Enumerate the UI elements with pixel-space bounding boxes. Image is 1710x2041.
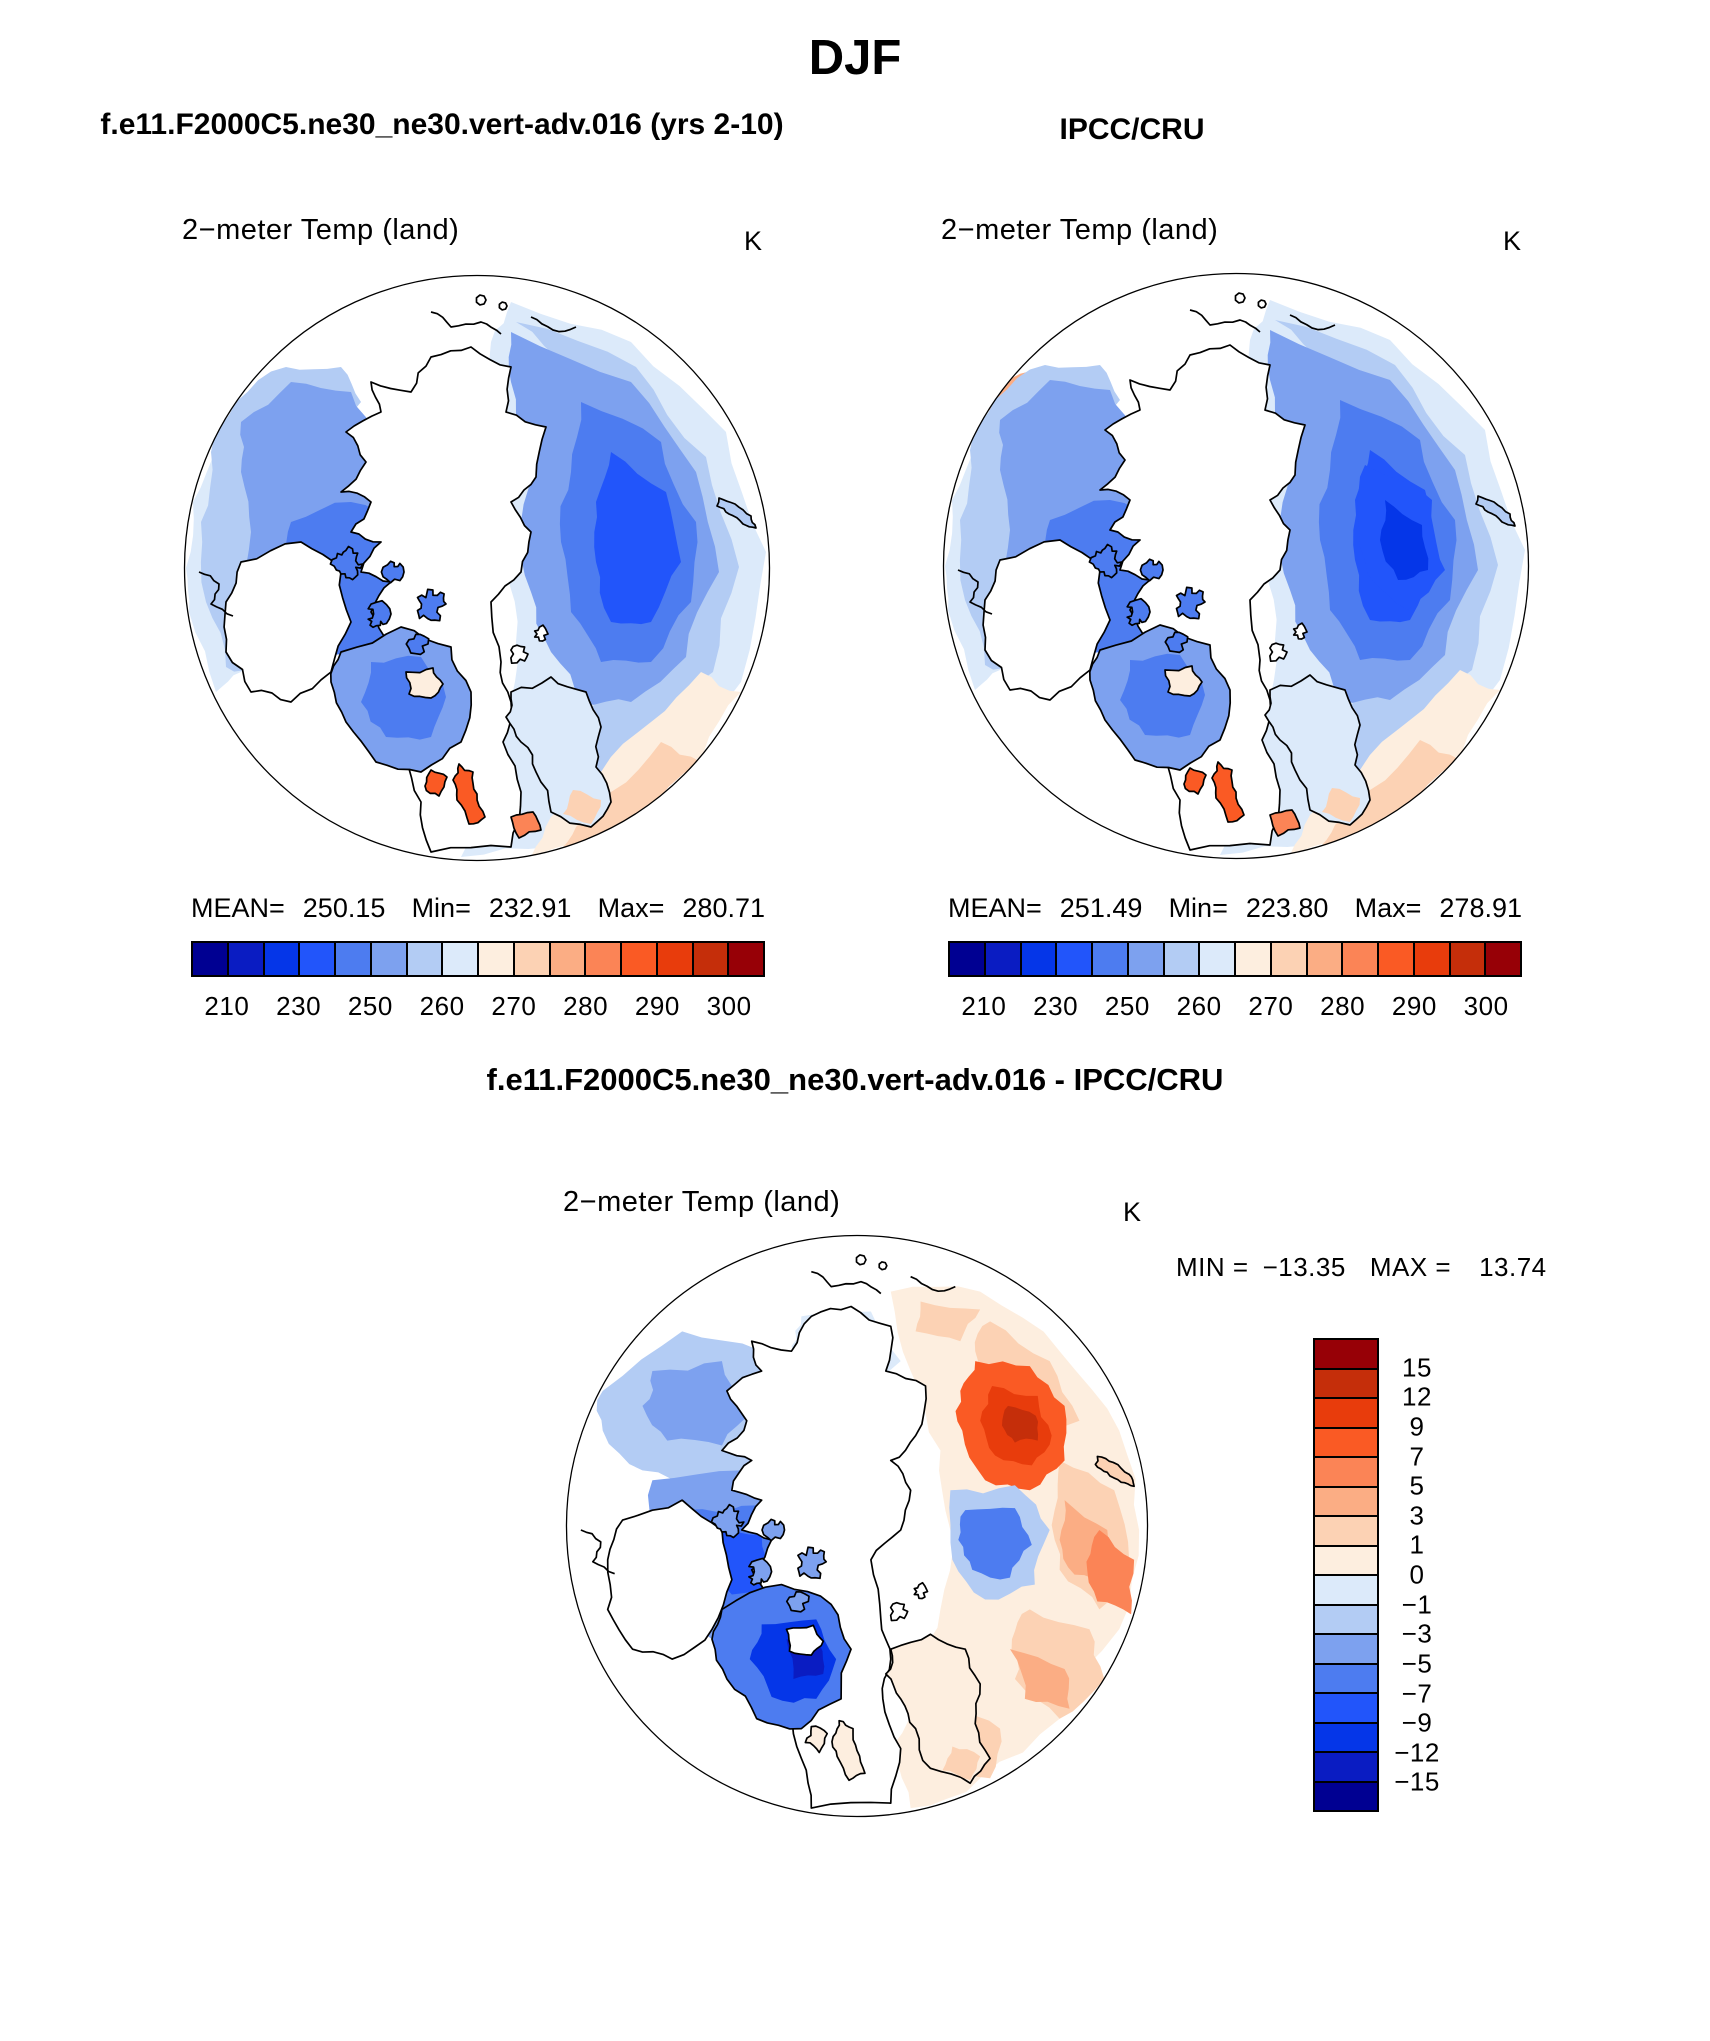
colorbar-tick-label: −5 [1401, 1648, 1433, 1679]
map-region [499, 302, 507, 310]
diff-colorbar-ticks [1379, 1338, 1459, 1812]
model-stats-row [191, 893, 765, 924]
obs-min-value: 223.80 [1245, 893, 1329, 923]
colorbar-cell [692, 943, 728, 975]
diff-min-label: MIN = [1176, 1252, 1249, 1282]
colorbar-tick-label: −9 [1401, 1707, 1433, 1738]
colorbar-cell [549, 943, 585, 975]
colorbar-cell [1341, 943, 1377, 975]
map-region [1236, 293, 1246, 303]
colorbar-cell [1315, 1692, 1377, 1722]
model-mean-label: MEAN= [191, 893, 285, 923]
model-mean-stat [191, 893, 385, 924]
obs-min-stat [1169, 893, 1329, 924]
map-region [857, 1255, 866, 1265]
colorbar-tick-label: 250 [347, 991, 393, 1021]
obs-max-stat [1355, 893, 1522, 924]
colorbar-cell [1449, 943, 1485, 975]
model-mean-value: 250.15 [302, 893, 386, 923]
obs-colorbar-ticks [948, 991, 1522, 1023]
colorbar-cell [1163, 943, 1199, 975]
colorbar-cell [1315, 1751, 1377, 1781]
colorbar-cell [1020, 943, 1056, 975]
colorbar-cell [1270, 943, 1306, 975]
colorbar-cell [1377, 943, 1413, 975]
colorbar-cell [1315, 1545, 1377, 1575]
colorbar-cell [584, 943, 620, 975]
model-units-label: K [744, 226, 763, 256]
colorbar-cell [441, 943, 477, 975]
colorbar-cell [1315, 1456, 1377, 1486]
obs-stats-row [948, 893, 1522, 924]
colorbar-cell [727, 943, 763, 975]
colorbar-tick-label: 3 [1409, 1500, 1425, 1531]
header-obs-source: IPCC/CRU [1059, 113, 1205, 146]
colorbar-cell [1091, 943, 1127, 975]
diff-colorbar [1313, 1338, 1379, 1812]
colorbar-cell [1315, 1515, 1377, 1545]
colorbar-cell [298, 943, 334, 975]
diff-minmax-row [1176, 1252, 1547, 1283]
colorbar-tick-label: 270 [491, 991, 537, 1021]
colorbar-cell [1315, 1604, 1377, 1634]
colorbar-tick-label: −1 [1401, 1589, 1433, 1620]
colorbar-tick-label: 270 [1248, 991, 1294, 1021]
colorbar-cell [1315, 1574, 1377, 1604]
colorbar-cell [1315, 1722, 1377, 1752]
header-diff-case: f.e11.F2000C5.ne30_ne30.vert-adv.016 - IPCC/CRU [486, 1062, 1224, 1097]
diff-min-value: −13.35 [1262, 1252, 1346, 1282]
obs-max-label: Max= [1354, 893, 1422, 923]
colorbar-cell [1127, 943, 1163, 975]
colorbar-tick-label: 280 [1320, 991, 1366, 1021]
colorbar-tick-label: 290 [1391, 991, 1437, 1021]
model-min-stat [412, 893, 572, 924]
page-title: DJF [808, 31, 902, 85]
colorbar-cell [1315, 1427, 1377, 1457]
model-min-value: 232.91 [488, 893, 572, 923]
obs-mean-label: MEAN= [948, 893, 1042, 923]
model-max-stat [598, 893, 765, 924]
obs-mean-value: 251.49 [1059, 893, 1143, 923]
colorbar-cell [984, 943, 1020, 975]
colorbar-cell [513, 943, 549, 975]
colorbar-cell [620, 943, 656, 975]
model-colorbar-ticks [191, 991, 765, 1023]
colorbar-cell [193, 943, 227, 975]
colorbar-cell [1413, 943, 1449, 975]
colorbar-tick-label: 280 [563, 991, 609, 1021]
colorbar-cell [1484, 943, 1520, 975]
map-region [477, 295, 487, 305]
header-model-case: f.e11.F2000C5.ne30_ne30.vert-adv.016 (yrs 2-10) [100, 108, 784, 141]
diff-max-label: MAX = [1369, 1252, 1452, 1282]
diff-map [563, 1232, 1151, 1820]
diff-units-label: K [1123, 1197, 1142, 1227]
colorbar-tick-label: 250 [1104, 991, 1150, 1021]
colorbar-cell [1315, 1397, 1377, 1427]
colorbar-tick-label: 210 [961, 991, 1007, 1021]
colorbar-tick-label: 230 [276, 991, 322, 1021]
obs-min-label: Min= [1168, 893, 1228, 923]
colorbar-cell [656, 943, 692, 975]
colorbar-tick-label: −3 [1401, 1618, 1433, 1649]
colorbar-tick-label: 7 [1409, 1441, 1425, 1471]
colorbar-tick-label: −7 [1401, 1678, 1433, 1708]
colorbar-cell [1055, 943, 1091, 975]
obs-field-title: 2−meter Temp (land) [941, 214, 1219, 246]
diff-field-title: 2−meter Temp (land) [563, 1186, 841, 1218]
colorbar-cell [1306, 943, 1342, 975]
colorbar-tick-label: 210 [204, 991, 250, 1021]
colorbar-cell [334, 943, 370, 975]
map-region [879, 1262, 887, 1270]
map-region [1258, 300, 1266, 308]
colorbar-cell [227, 943, 263, 975]
obs-colorbar [948, 941, 1522, 977]
colorbar-tick-label: 260 [1176, 991, 1222, 1021]
colorbar-tick-label: 5 [1409, 1470, 1425, 1501]
obs-map [940, 270, 1532, 862]
model-field-title: 2−meter Temp (land) [182, 214, 460, 246]
colorbar-cell [263, 943, 299, 975]
colorbar-cell [1315, 1368, 1377, 1398]
colorbar-tick-label: 290 [634, 991, 680, 1021]
colorbar-tick-label: 260 [419, 991, 465, 1021]
colorbar-tick-label: −15 [1394, 1766, 1440, 1797]
obs-units-label: K [1503, 226, 1522, 256]
colorbar-cell [1198, 943, 1234, 975]
model-max-value: 280.71 [682, 893, 765, 923]
colorbar-cell [370, 943, 406, 975]
obs-mean-stat [948, 893, 1142, 924]
model-map [181, 272, 773, 864]
colorbar-cell [1315, 1781, 1377, 1811]
model-min-label: Min= [411, 893, 471, 923]
colorbar-cell [1234, 943, 1270, 975]
colorbar-cell [1315, 1340, 1377, 1368]
model-max-label: Max= [597, 893, 665, 923]
colorbar-cell [406, 943, 442, 975]
colorbar-tick-label: 1 [1409, 1529, 1425, 1560]
colorbar-cell [1315, 1633, 1377, 1663]
colorbar-cell [950, 943, 984, 975]
colorbar-tick-label: 9 [1409, 1411, 1425, 1442]
colorbar-tick-label: 12 [1402, 1381, 1432, 1412]
obs-max-value: 278.91 [1439, 893, 1522, 923]
colorbar-tick-label: 300 [706, 991, 752, 1021]
colorbar-tick-label: 15 [1402, 1352, 1432, 1383]
colorbar-cell [1315, 1486, 1377, 1516]
colorbar-tick-label: −12 [1394, 1737, 1440, 1768]
colorbar-tick-label: 300 [1463, 991, 1509, 1021]
colorbar-cell [1315, 1663, 1377, 1693]
colorbar-cell [477, 943, 513, 975]
model-colorbar [191, 941, 765, 977]
colorbar-tick-label: 230 [1033, 991, 1079, 1021]
colorbar-tick-label: 0 [1409, 1559, 1425, 1590]
diff-max-value: 13.74 [1479, 1252, 1547, 1282]
